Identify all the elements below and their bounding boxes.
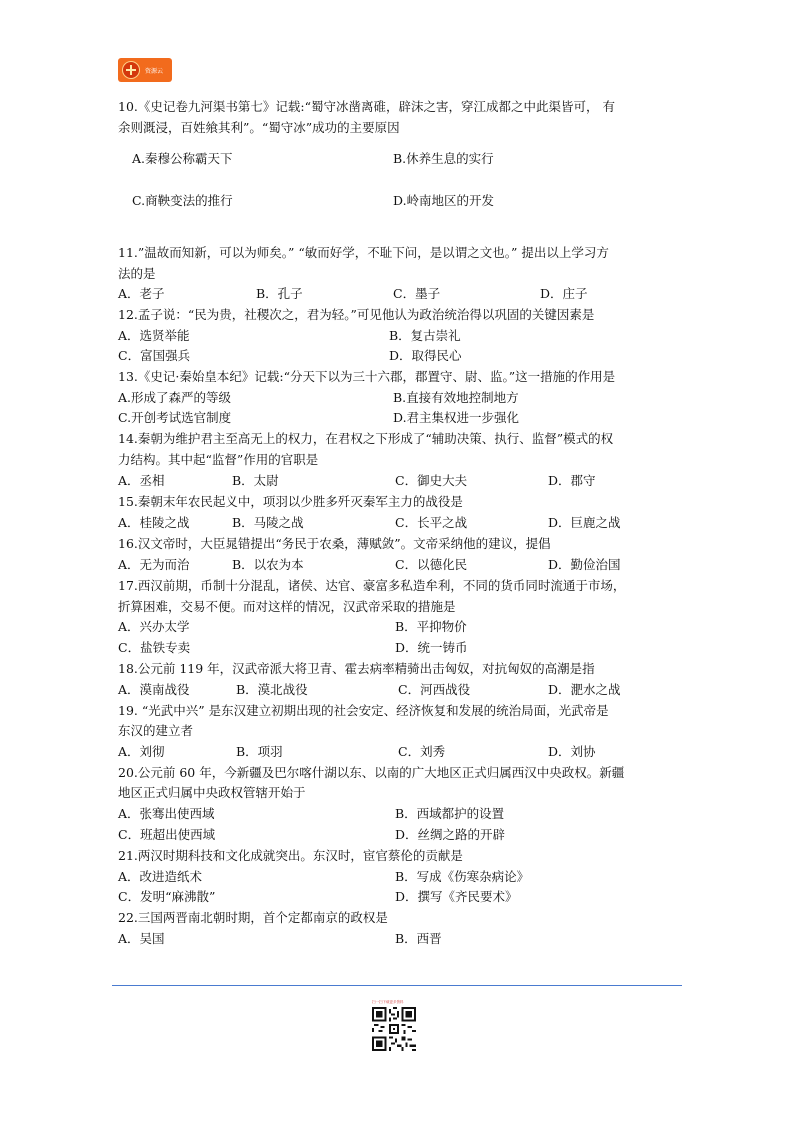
question-10-option-b: B.休养生息的实行 xyxy=(393,151,494,166)
question-22-stem: 22.三国两晋南北朝时期，首个定都南京的政权是 xyxy=(118,910,388,925)
question-10-option-d: D.岭南地区的开发 xyxy=(393,193,495,208)
question-10-stem-line-1: 10.《史记卷九河渠书第七》记载:“蜀守冰凿离碓，辟沫之害，穿江成都之中此渠皆可， 有 xyxy=(118,99,615,114)
question-11-option-a: A．老子 xyxy=(118,286,165,301)
question-19-option-b: B．项羽 xyxy=(236,744,283,759)
question-14-option-a: A．丞相 xyxy=(118,473,165,488)
logo-text: 资源云 xyxy=(145,67,164,75)
question-15-stem: 15.秦朝末年农民起义中，项羽以少胜多歼灭秦军主力的战役是 xyxy=(118,494,463,509)
question-10-stem-line-2: 余则溉浸，百姓飨其利”。“蜀守冰”成功的主要原因 xyxy=(118,120,400,135)
question-11-option-d: D．庄子 xyxy=(540,286,588,301)
question-12-option-a: A．选贤举能 xyxy=(118,328,190,343)
question-16-option-a: A．无为而治 xyxy=(118,557,190,572)
question-20-option-d: D．丝绸之路的开辟 xyxy=(395,827,506,842)
question-21-option-c: C．发明“麻沸散” xyxy=(118,889,216,904)
question-19-option-c: C．刘秀 xyxy=(398,744,446,759)
question-18-option-d: D．淝水之战 xyxy=(548,682,621,697)
question-14-option-d: D．郡守 xyxy=(548,473,596,488)
logo-emblem-icon xyxy=(122,61,140,79)
question-12-stem: 12.孟子说：“民为贵，社稷次之，君为轻。”可见他认为政治统治得以巩固的关键因素是 xyxy=(118,307,595,322)
qr-code-icon[interactable] xyxy=(372,1007,416,1051)
question-21-option-a: A．改进造纸术 xyxy=(118,869,203,884)
question-13-option-d: D.君主集权进一步强化 xyxy=(393,410,520,425)
question-19-option-d: D．刘协 xyxy=(548,744,596,759)
question-13-option-a: A.形成了森严的等级 xyxy=(118,390,232,405)
question-18-option-a: A．漠南战役 xyxy=(118,682,190,697)
question-19-stem-line-1: 19. “光武中兴” 是东汉建立初期出现的社会安定、经济恢复和发展的统治局面，光武帝是 xyxy=(118,703,609,718)
question-18-option-b: B．漠北战役 xyxy=(236,682,308,697)
question-16-option-d: D．勤俭治国 xyxy=(548,557,621,572)
question-12-option-d: D．取得民心 xyxy=(389,348,462,363)
question-12-option-c: C．富国强兵 xyxy=(118,348,191,363)
qr-caption: 扫一扫下载更多资料 xyxy=(372,1000,404,1004)
question-15-option-d: D．巨鹿之战 xyxy=(548,515,621,530)
question-16-stem: 16.汉文帝时，大臣晁错提出“务民于农桑，薄赋敛”。文帝采纳他的建议，提倡 xyxy=(118,536,551,551)
question-14-option-c: C．御史大夫 xyxy=(395,473,468,488)
question-13-option-b: B.直接有效地控制地方 xyxy=(393,390,519,405)
question-10-option-c: C.商鞅变法的推行 xyxy=(132,193,233,208)
question-11-stem-line-2: 法的是 xyxy=(118,266,156,281)
question-15-option-b: B．马陵之战 xyxy=(232,515,304,530)
question-18-stem: 18.公元前 119 年，汉武帝派大将卫青、霍去病率精骑出击匈奴，对抗匈奴的高潮是指 xyxy=(118,661,595,676)
question-12-option-b: B．复古崇礼 xyxy=(389,328,461,343)
question-22-option-b: B．西晋 xyxy=(395,931,442,946)
question-16-option-c: C．以德化民 xyxy=(395,557,468,572)
question-20-stem-line-1: 20.公元前 60 年，今新疆及巴尔喀什湖以东、以南的广大地区正式归属西汉中央政权。新疆 xyxy=(118,765,625,780)
question-13-stem: 13.《史记·秦始皇本纪》记载:“分天下以为三十六郡，郡置守、尉、监。”这一措施的作用是 xyxy=(118,369,616,384)
question-10-option-a: A.秦穆公称霸天下 xyxy=(132,151,233,166)
question-11-option-b: B．孔子 xyxy=(256,286,303,301)
question-17-option-c: C．盐铁专卖 xyxy=(118,640,191,655)
question-14-option-b: B．太尉 xyxy=(232,473,279,488)
question-17-stem-line-2: 折算困难，交易不便。而对这样的情况，汉武帝采取的措施是 xyxy=(118,599,456,614)
question-17-option-d: D．统一铸币 xyxy=(395,640,468,655)
question-22-option-a: A．吴国 xyxy=(118,931,165,946)
question-19-stem-line-2: 东汉的建立者 xyxy=(118,723,194,738)
question-15-option-c: C．长平之战 xyxy=(395,515,468,530)
question-18-option-c: C．河西战役 xyxy=(398,682,471,697)
question-21-option-b: B．写成《伤寒杂病论》 xyxy=(395,869,530,884)
question-21-option-d: D．撰写《齐民要术》 xyxy=(395,889,518,904)
question-13-option-c: C.开创考试选官制度 xyxy=(118,410,232,425)
question-20-stem-line-2: 地区正式归属中央政权管辖开始于 xyxy=(118,785,306,800)
question-17-stem-line-1: 17.西汉前期，币制十分混乱，诸侯、达官、豪富多私造牟利，不同的货币同时流通于市场， xyxy=(118,578,626,593)
site-logo xyxy=(118,58,172,82)
question-16-option-b: B．以农为本 xyxy=(232,557,304,572)
question-11-option-c: C．墨子 xyxy=(393,286,441,301)
question-20-option-c: C．班超出使西域 xyxy=(118,827,216,842)
question-15-option-a: A．桂陵之战 xyxy=(118,515,190,530)
question-17-option-b: B．平抑物价 xyxy=(395,619,467,634)
question-21-stem: 21.两汉时期科技和文化成就突出。东汉时，宦官蔡伦的贡献是 xyxy=(118,848,463,863)
question-17-option-a: A．兴办太学 xyxy=(118,619,190,634)
question-14-stem-line-1: 14.秦朝为维护君主至高无上的权力，在君权之下形成了“辅助决策、执行、监督”模式的权 xyxy=(118,431,614,446)
question-19-option-a: A．刘彻 xyxy=(118,744,165,759)
question-20-option-a: A．张骞出使西域 xyxy=(118,806,215,821)
question-20-option-b: B．西域都护的设置 xyxy=(395,806,505,821)
footer-divider xyxy=(112,985,682,986)
footer-qr-block xyxy=(372,1000,424,1055)
question-11-stem-line-1: 11.”温故而知新，可以为师矣。” “敏而好学，不耻下问，是以谓之文也。” 提出以上学习方 xyxy=(118,245,609,260)
question-14-stem-line-2: 力结构。其中起“监督”作用的官职是 xyxy=(118,452,319,467)
